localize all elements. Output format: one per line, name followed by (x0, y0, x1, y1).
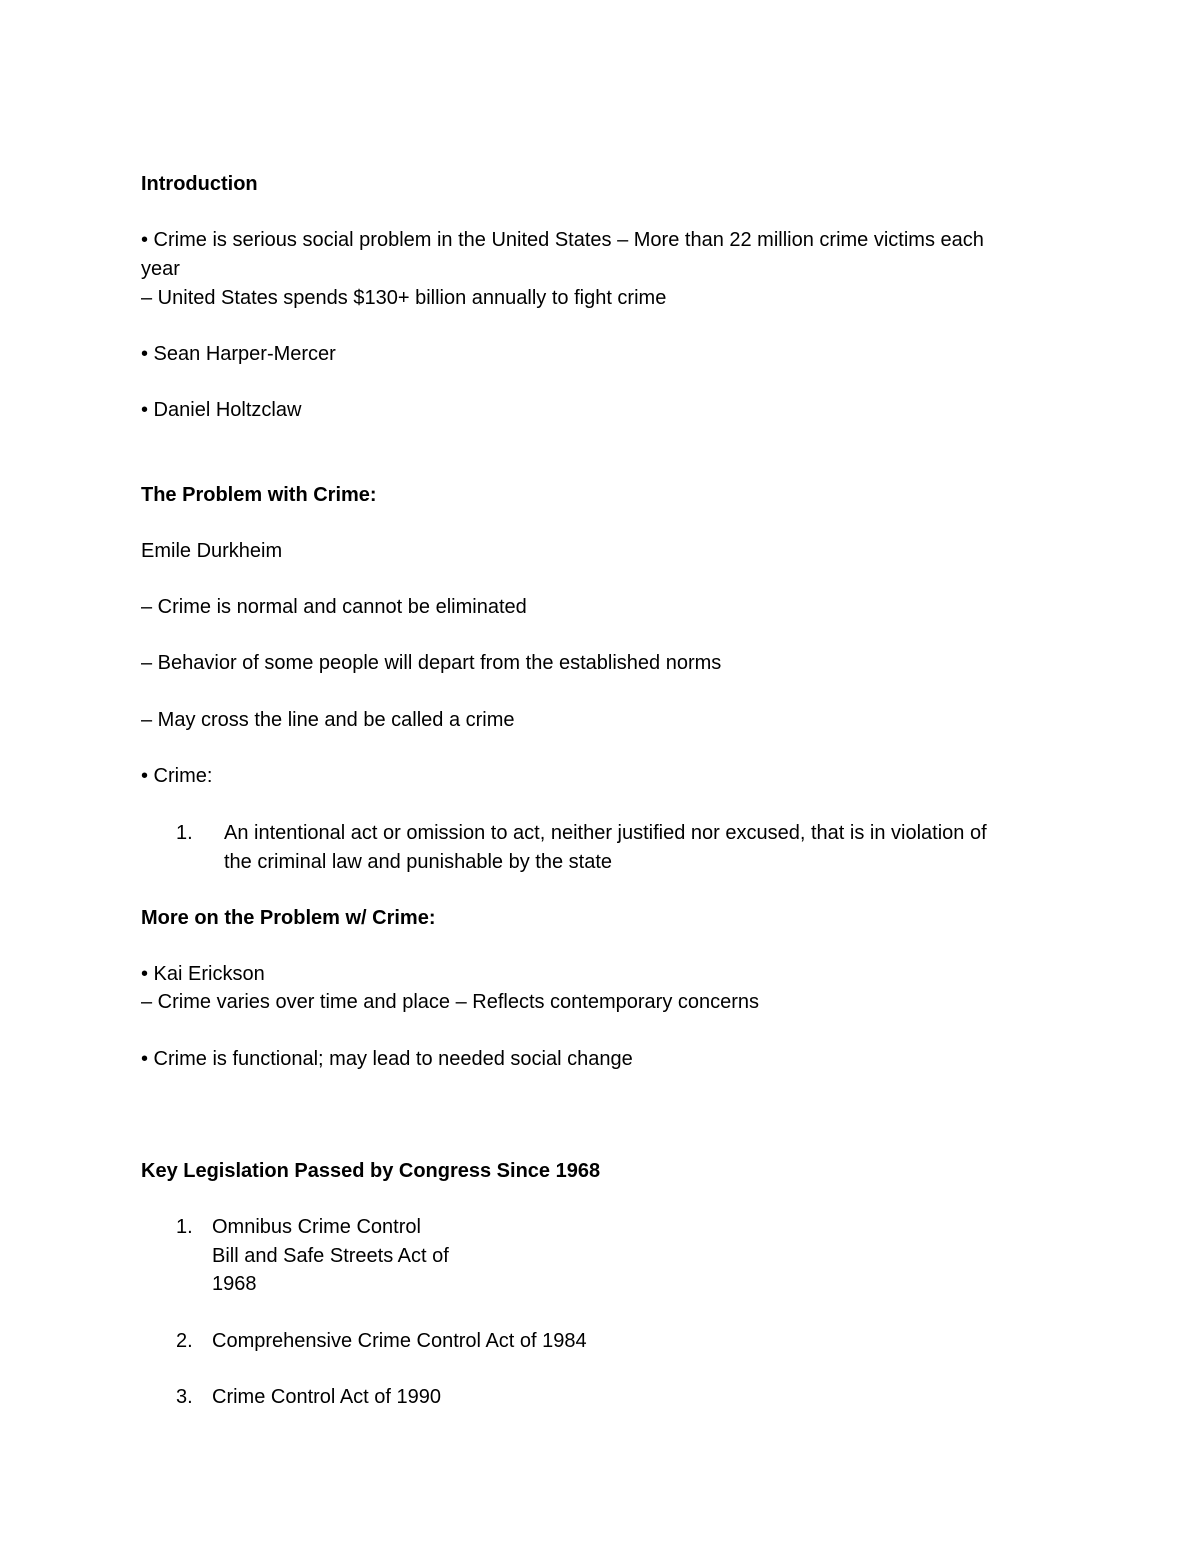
more-bullet-erickson: • Kai Erickson (141, 963, 265, 985)
problem-bullet-crime: • Crime: (141, 765, 213, 787)
legislation-item-1-line-1: Omnibus Crime Control (212, 1216, 421, 1238)
problem-dash-normal: – Crime is normal and cannot be eliminated (141, 596, 527, 618)
problem-dash-behavior: – Behavior of some people will depart from the established norms (141, 652, 722, 674)
legislation-item-1-line-3: 1968 (212, 1273, 257, 1295)
intro-bullet-harper-mercer: • Sean Harper-Mercer (141, 343, 336, 365)
legislation-item-number-1: 1. (176, 1216, 193, 1238)
more-dash-varies: – Crime varies over time and place – Reflects contemporary concerns (141, 991, 760, 1013)
problem-dash-cross-line: – May cross the line and be called a crime (141, 709, 515, 731)
section-heading-introduction: Introduction (141, 173, 258, 195)
intro-bullet-crime-line-2: year (141, 258, 180, 280)
section-heading-problem-with-crime: The Problem with Crime: (141, 484, 377, 506)
intro-dash-spending: – United States spends $130+ billion annually to fight crime (141, 287, 667, 309)
legislation-item-3-line-1: Crime Control Act of 1990 (212, 1386, 441, 1408)
legislation-item-number-2: 2. (176, 1330, 193, 1352)
section-heading-key-legislation: Key Legislation Passed by Congress Since 1968 (141, 1160, 601, 1182)
legislation-item-number-3: 3. (176, 1386, 193, 1408)
intro-bullet-crime-line-1: • Crime is serious social problem in the United States – More than 22 million crime victims each (141, 229, 984, 251)
legislation-item-2-line-1: Comprehensive Crime Control Act of 1984 (212, 1330, 587, 1352)
problem-definition-line-1: An intentional act or omission to act, neither justified nor excused, that is in violation of (224, 822, 987, 844)
problem-name-durkheim: Emile Durkheim (141, 540, 283, 562)
intro-bullet-holtzclaw: • Daniel Holtzclaw (141, 399, 302, 421)
legislation-item-1-line-2: Bill and Safe Streets Act of (212, 1245, 449, 1267)
section-heading-more-on-problem: More on the Problem w/ Crime: (141, 907, 436, 929)
more-bullet-functional: • Crime is functional; may lead to needed social change (141, 1048, 633, 1070)
problem-list-number: 1. (176, 822, 193, 844)
problem-definition-line-2: the criminal law and punishable by the state (224, 851, 613, 873)
